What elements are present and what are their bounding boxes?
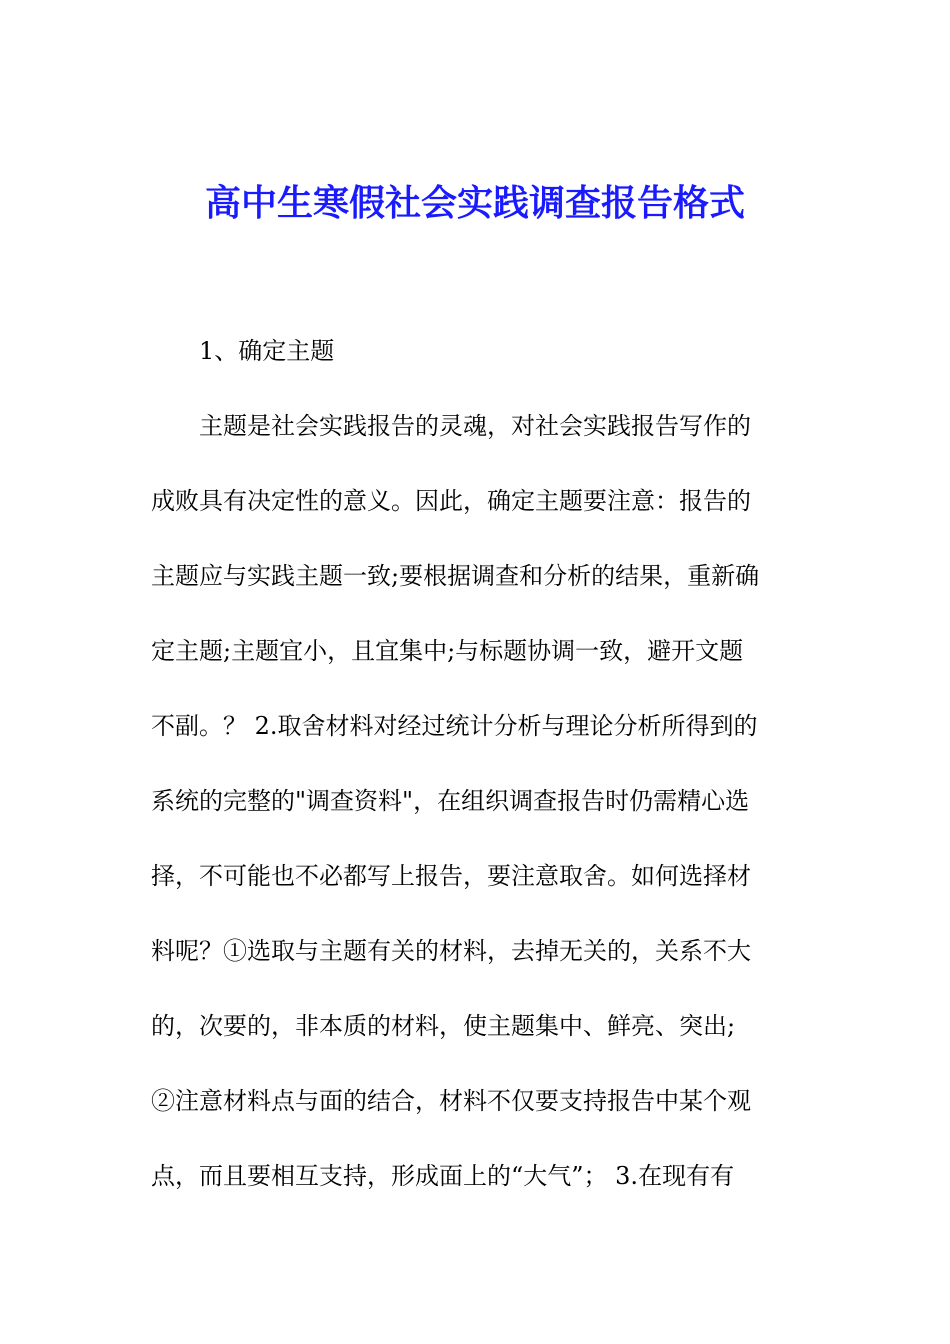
body-line: 择，不可能也不必都写上报告，要注意取舍。如何选择材 [151,862,751,890]
body-line: 主题应与实践主题一致;要根据调查和分析的结果，重新确 [151,562,760,590]
document-title: 高中生寒假社会实践调查报告格式 [204,182,745,224]
body-line: 定主题;主题宜小，且宜集中;与标题协调一致，避开文题 [151,637,744,665]
body-line: 系统的完整的"调查资料"，在组织调查报告时仍需精心选 [151,787,750,815]
body-line: 料呢？①选取与主题有关的材料，去掉无关的，关系不大 [151,937,751,965]
section-heading: 1、确定主题 [199,337,335,365]
body-line: 主题是社会实践报告的灵魂，对社会实践报告写作的 [199,412,751,440]
body-line: ②注意材料点与面的结合，材料不仅要支持报告中某个观 [151,1087,751,1115]
body-line: 不副。？ 2.取舍材料对经过统计分析与理论分析所得到的 [151,712,758,740]
body-line: 的，次要的，非本质的材料，使主题集中、鲜亮、突出; [151,1012,736,1040]
body-line: 成败具有决定性的意义。因此，确定主题要注意：报告的 [151,487,751,515]
body-line: 点，而且要相互支持，形成面上的“大气”； 3.在现有有 [151,1162,735,1190]
